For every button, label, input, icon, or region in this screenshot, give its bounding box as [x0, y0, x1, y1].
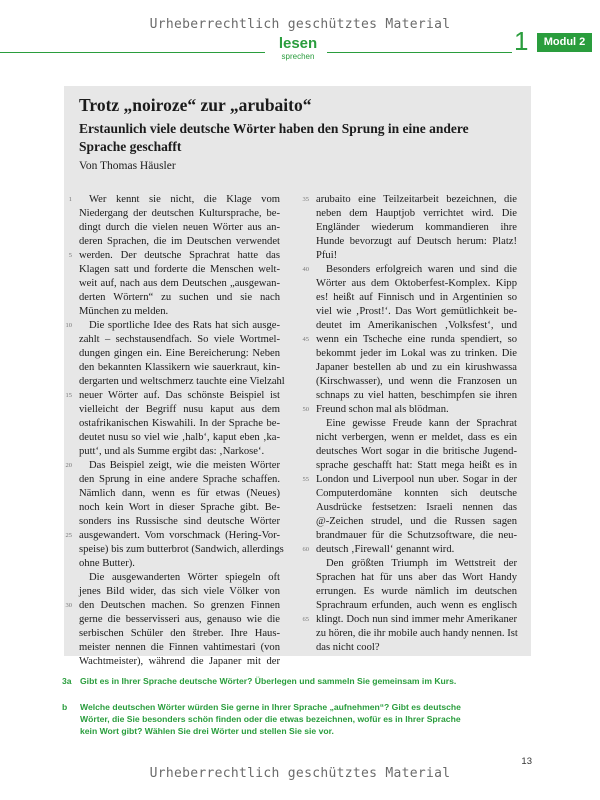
- line-text: Wörter aus dem Oktoberfest-Komplex. Kipp: [316, 278, 517, 289]
- line-text: noch kein Wort in dieser Sprache gibt. Be-: [79, 502, 280, 513]
- line-text: meister nennen die Finnen vahtimestari (von: [79, 642, 280, 653]
- line-text: Wachtmeister), während die Japaner mit der: [79, 656, 280, 667]
- line-text: @-Zeichen strudel, und die Russen sagen: [316, 516, 517, 527]
- article-line: [65, 389, 280, 403]
- article-line: [79, 613, 280, 627]
- line-text: neuer Wörter auf. Das schönste Beispiel ist: [79, 390, 280, 401]
- article-line: [79, 361, 280, 375]
- article-title: Trotz „noiroze“ zur „arubaito“: [79, 95, 312, 115]
- line-text: Japaner bestellen ab und zu ein kirushwassa: [316, 362, 517, 373]
- page-number: 13: [521, 756, 532, 767]
- article-line: [79, 571, 280, 585]
- article-line: [79, 543, 284, 557]
- article-line: [316, 585, 517, 599]
- line-text: dergarten und weltschmerz tauchte eine Vielzahl: [79, 376, 285, 387]
- article-line: [79, 641, 280, 655]
- line-text: nicht verbergen, wenn er meldet, dass es ein: [316, 432, 517, 443]
- article-line: [316, 529, 517, 543]
- chapter-number: 1: [514, 26, 529, 56]
- article-line: [79, 585, 280, 599]
- article-line: [316, 305, 517, 319]
- watermark-bottom: Urheberrechtlich geschütztes Material: [149, 766, 451, 781]
- task-3b-label: b: [62, 702, 68, 712]
- article-line: [316, 641, 517, 655]
- line-text: deutsch ‚Firewall‘ genannt wird.: [316, 544, 455, 555]
- line-number: 30: [65, 602, 72, 609]
- article-line: [79, 263, 280, 277]
- line-text: ausgewandert. Vom vorschmack (Hering-Vor-: [79, 530, 280, 541]
- module-badge: Modul 2: [537, 33, 592, 52]
- line-number: 5: [68, 252, 72, 259]
- article-box: [64, 86, 531, 667]
- line-text: den Deutschen machen. So grenzen Finnen: [79, 600, 280, 611]
- article-author: Von Thomas Häusler: [79, 160, 176, 172]
- header-rule-right: [327, 52, 512, 53]
- line-text: Niedergang der deutschen Kultursprache, be-: [79, 208, 280, 219]
- article-line: [65, 599, 280, 613]
- line-text: dungen gingen ein. Eine Bereicherung: Neben: [79, 348, 280, 359]
- task-3b-line-2: Wörter, die Sie besonders schön finden oder die etwas bezeichnen, wofür es in Ihrer Sprache: [80, 714, 461, 724]
- article-column-left: [65, 193, 285, 669]
- article-line: [79, 403, 280, 417]
- article-line: [316, 347, 517, 361]
- line-text: Klagen satt und forderte die Menschen welt-: [79, 264, 280, 275]
- line-text: Freund schon mal als blödman.: [316, 404, 449, 415]
- article-line: [302, 473, 517, 487]
- line-text: deutet nusu so viel wie ‚halb‘, kaput eben ‚ka-: [79, 432, 280, 443]
- line-text: errungen. Es wurde nämlich im deutschen: [316, 586, 517, 597]
- line-text: es! heißt auf Finnisch und in Argentinien so: [316, 292, 517, 303]
- line-text: neben dem Hauptjob verrichtet wird. Die: [316, 208, 517, 219]
- article-line: [79, 277, 280, 291]
- article-line: [79, 627, 280, 641]
- article-line: [316, 459, 517, 473]
- line-text: Engländer wiederum kommandieren ihre: [316, 222, 517, 233]
- article-line: [316, 557, 517, 571]
- article-line: [316, 571, 517, 585]
- line-number: 60: [302, 546, 309, 553]
- line-text: Sprachraum erfunden, auch wenn es englisch: [316, 600, 517, 611]
- section-tag: [270, 35, 326, 61]
- article-line: [79, 235, 280, 249]
- article-line: [79, 291, 280, 305]
- article-line: [316, 501, 517, 515]
- article-line: [79, 431, 280, 445]
- article-subtitle: Erstaunlich viele deutsche Wörter haben den Sprung in eine andere Sprache geschafft: [79, 121, 469, 154]
- line-text: (Kirschwasser), und wenn die Franzosen un: [316, 376, 517, 387]
- article-line: [79, 375, 285, 389]
- article-line: [316, 361, 517, 375]
- line-text: zu hören, die ihr mobile auch handy nennen. Ist: [316, 628, 518, 639]
- line-text: derten Wörtern“ zu suchen und sie nach: [79, 292, 280, 303]
- article-line: [302, 193, 517, 207]
- line-text: München zu melden.: [79, 306, 169, 317]
- article-line: [65, 459, 280, 473]
- line-text: Die sportliche Idee des Rats hat sich ausge-: [89, 320, 280, 331]
- article-line: [79, 333, 280, 347]
- line-text: sonders ins Russische sind deutsche Wörter: [79, 516, 280, 527]
- subsection-label: sprechen: [281, 52, 315, 61]
- article-line: [302, 543, 517, 557]
- line-number: 65: [302, 616, 309, 623]
- article-line: [65, 319, 280, 333]
- article-line: [316, 389, 517, 403]
- line-text: serbischen Schüler den štreber. Ihre Haus-: [79, 628, 280, 639]
- line-text: sprache geschafft hat: Statt mega heißt es in: [316, 460, 517, 471]
- article-line: [316, 291, 517, 305]
- article-line: [79, 347, 280, 361]
- article-line: [316, 319, 517, 333]
- line-number: 25: [65, 532, 72, 539]
- article-line: [316, 431, 517, 445]
- line-number: 1: [68, 196, 72, 203]
- line-number: 55: [302, 476, 309, 483]
- article-line: [79, 207, 280, 221]
- line-text: gerne die besservisseri aus, genauso wie die: [79, 614, 280, 625]
- line-text: brandmauer für die Schutzsoftware, die neu-: [316, 530, 517, 541]
- article-line: [79, 473, 280, 487]
- article-line: [316, 375, 517, 389]
- article-line: [302, 403, 517, 417]
- article-line: [68, 249, 280, 263]
- article-line: [316, 417, 517, 431]
- line-text: Besonders erfolgreich waren und sind die: [326, 264, 517, 275]
- article-line: [68, 193, 280, 207]
- line-text: schnaps zu viel hatten, beschimpfen sie ihren: [316, 390, 517, 401]
- line-text: London und Liverpool nun uber. Sogar in der: [316, 474, 517, 485]
- article-line: [79, 305, 280, 319]
- line-text: vielleicht der Begriff nusu kaput aus dem: [79, 404, 280, 415]
- article-line: [316, 249, 517, 263]
- line-text: Das Beispiel zeigt, wie die meisten Wörter: [89, 460, 280, 471]
- watermark-top: Urheberrechtlich geschütztes Material: [149, 17, 451, 32]
- article-line: [79, 515, 280, 529]
- article-column-right: [302, 193, 518, 655]
- line-text: Ausdrücke festsetzen: Israeli nennen das: [316, 502, 517, 513]
- line-text: das nicht cool?: [316, 642, 380, 653]
- line-text: deren Sprachen, die im Deutschen verwendet: [79, 236, 280, 247]
- article-line: [316, 221, 517, 235]
- line-text: viel wie ‚Prost!‘. Das Wort gemütlichkeit be-: [316, 306, 517, 317]
- line-text: jenes Bild wider, das sich viele Völker von: [79, 586, 280, 597]
- article-line: [316, 445, 517, 459]
- article-line: [316, 277, 517, 291]
- article-line: [79, 501, 280, 515]
- article-line: [79, 417, 280, 431]
- article-line: [79, 487, 280, 501]
- task-3a-label: 3a: [62, 676, 72, 686]
- line-text: werden. Der deutsche Sprachrat hatte das: [79, 250, 280, 261]
- task-3a-text: Gibt es in Ihrer Sprache deutsche Wörter? Überlegen und sammeln Sie gemeinsam im Kurs.: [80, 676, 457, 686]
- article-line: [316, 207, 517, 221]
- line-text: speise) bis zum butterbrot (Sandwich, allerdings: [79, 544, 284, 555]
- line-text: wenn ein Tscheche eine runda spendiert, so: [316, 334, 517, 345]
- line-text: klingt. Doch nun sind immer mehr Amerikaner: [316, 614, 517, 625]
- header-rule-left: [0, 52, 265, 53]
- line-text: deutsches Wort sogar in die britische Jugend-: [316, 446, 517, 457]
- line-text: weit auf, nach aus dem Deutschen „ausgewan-: [79, 278, 280, 289]
- article-line: [302, 333, 517, 347]
- line-text: Computerdomäne konnten sich deutsche: [316, 488, 517, 499]
- line-text: ostafrikanischen Kiswahili. In der Sprache be-: [79, 418, 280, 429]
- task-3b: [62, 701, 461, 737]
- line-text: bekommt jeder im Lokal was zu trinken. Die: [316, 348, 517, 359]
- line-text: Nämlich dann, wenn es für etwas (Neues): [79, 488, 280, 499]
- article-line: [79, 655, 280, 669]
- article-line: [302, 263, 517, 277]
- article-line: [65, 529, 280, 543]
- article-line: [79, 557, 280, 571]
- line-number: 15: [65, 392, 72, 399]
- line-text: Eine gewisse Freude kann der Sprachrat: [326, 418, 517, 429]
- article-line: [316, 515, 517, 529]
- line-number: 35: [302, 196, 309, 203]
- line-number: 20: [65, 462, 72, 469]
- article-line: [316, 487, 517, 501]
- article-line: [316, 627, 517, 641]
- line-text: ohne Butter).: [79, 558, 135, 569]
- line-number: 40: [302, 266, 309, 273]
- task-3a: [62, 675, 456, 687]
- article-line: [79, 445, 280, 459]
- line-text: putt‘, und als Summe ergibt das: ‚Narkose‘.: [79, 446, 265, 457]
- line-text: den bekannten Klassikern wie sauerkraut, kin-: [79, 362, 280, 373]
- line-number: 50: [302, 406, 309, 413]
- line-number: 45: [302, 336, 309, 343]
- line-text: Den größten Triumph im Wettstreit der: [326, 558, 517, 569]
- line-text: Hunde bevorzugt auf Deutsch herum: Platz!: [316, 236, 517, 247]
- section-label: lesen: [278, 35, 318, 52]
- article-line: [316, 599, 517, 613]
- line-text: dingt durch die vielen neuen Wörter aus an-: [79, 222, 280, 233]
- article-line: [316, 235, 517, 249]
- article-line: [79, 221, 280, 235]
- line-text: arubaito eine Teilzeitarbeit bezeichnen, die: [316, 194, 517, 205]
- line-text: Die ausgewanderten Wörter spiegeln oft: [89, 572, 280, 583]
- line-text: zahlt – sechstausendfach. So viele Wortmel-: [79, 334, 280, 345]
- line-text: Pfui!: [316, 250, 338, 261]
- line-text: deutet im Amerikanischen ‚Volksfest‘, und: [316, 320, 517, 331]
- line-text: Sprachen hat für uns aber das Wort Handy: [316, 572, 517, 583]
- article-line: [302, 613, 517, 627]
- task-3b-line-3: kein Wort gibt? Wählen Sie drei Wörter und stellen Sie sie vor.: [80, 726, 334, 736]
- task-3b-line-1: Welche deutschen Wörter würden Sie gerne in Ihrer Sprache „aufnehmen“? Gibt es deutsche: [80, 702, 461, 712]
- line-text: Wer kennt sie nicht, die Klage vom: [89, 194, 280, 205]
- line-text: den Sprung in eine andere Sprache schaffen.: [79, 474, 280, 485]
- line-number: 10: [65, 322, 72, 329]
